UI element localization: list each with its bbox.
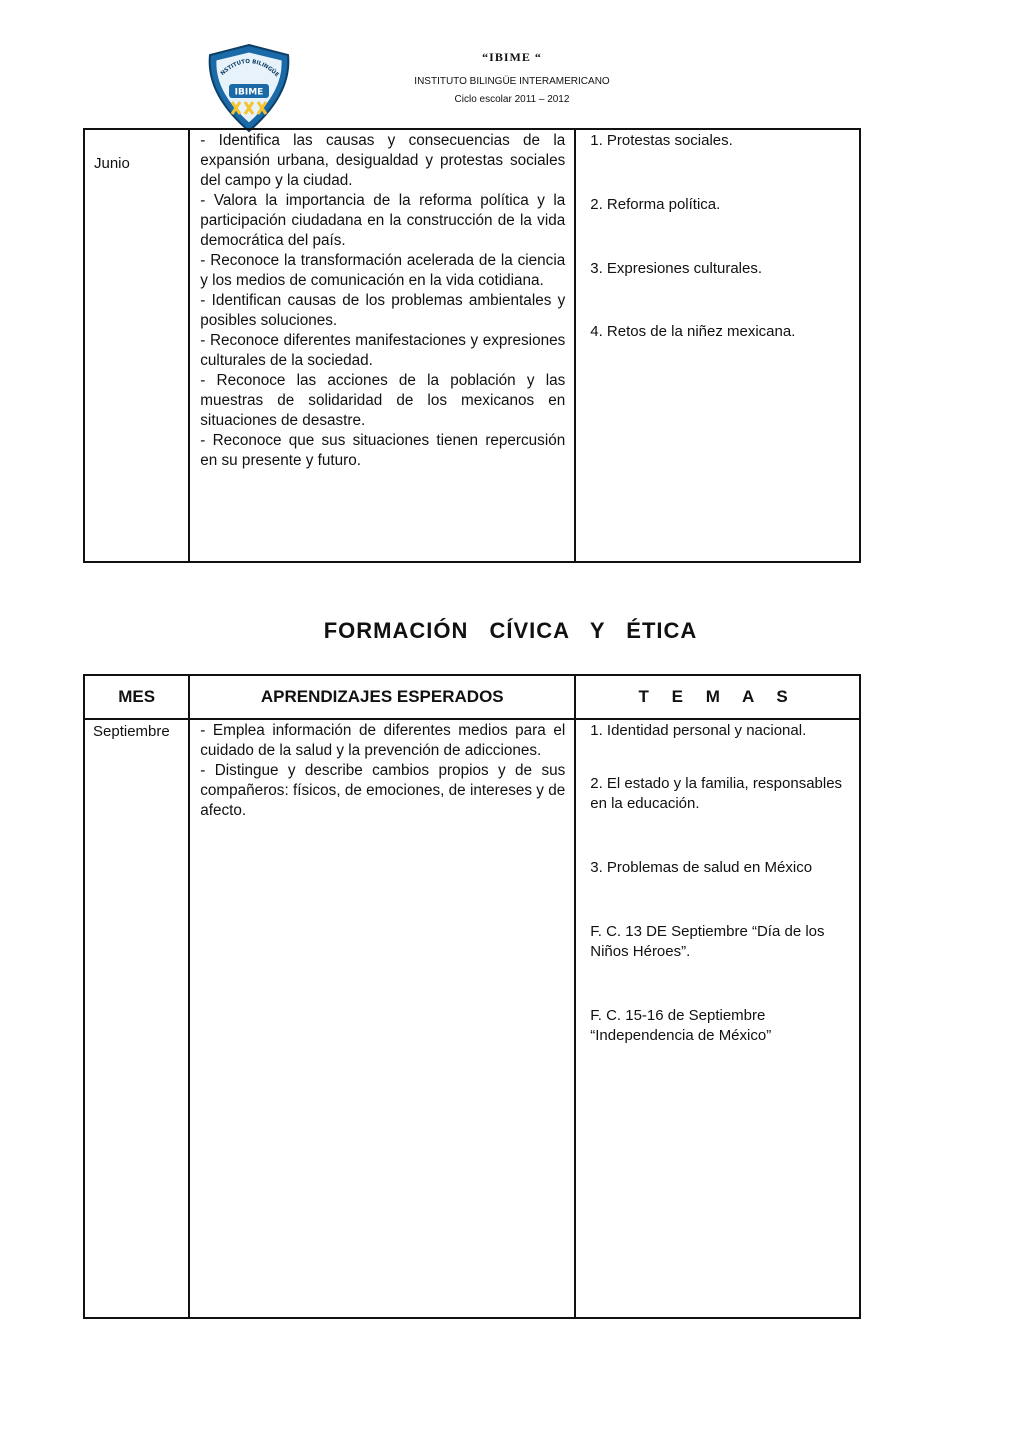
aprendizajes-cell bbox=[189, 129, 575, 562]
month-cell: Septiembre bbox=[84, 719, 189, 1318]
temas-cell bbox=[575, 719, 860, 1318]
school-cycle: Ciclo escolar 2011 – 2012 bbox=[454, 94, 570, 105]
svg-text:INSTITUTO BILINGÜE: NSTITUTO BILINGÜE bbox=[219, 58, 280, 79]
tema-item: 3. Expresiones culturales. bbox=[590, 260, 763, 277]
school-logo bbox=[202, 42, 296, 134]
tema-item: F. C. 13 DE Septiembre “Día de los Niños Héroes”. bbox=[590, 923, 825, 960]
aprendizaje-item: - Reconoce la transformación acelerada de la ciencia y los medios de comunicación en la vida cotidiana. bbox=[200, 252, 566, 289]
tema-item: 2. Reforma política. bbox=[590, 196, 721, 213]
tema-item: 3. Problemas de salud en México bbox=[590, 859, 813, 876]
month-cell: Junio bbox=[84, 129, 189, 562]
header-mes: MES bbox=[84, 675, 189, 719]
temas-cell bbox=[575, 129, 860, 562]
svg-text:IBIME: IBIME bbox=[234, 87, 264, 98]
table-row bbox=[84, 719, 860, 1318]
tema-item: F. C. 15-16 de Septiembre “Independencia de México” bbox=[590, 1007, 772, 1044]
aprendizaje-item: - Identifica las causas y consecuencias de la expansión urbana, desigualdad y protestas sociales del campo y la ciudad. bbox=[200, 132, 566, 189]
aprendizaje-item: - Identifican causas de los problemas ambientales y posibles soluciones. bbox=[200, 292, 566, 329]
aprendizaje-item: - Valora la importancia de la reforma política y la participación ciudadana en la construcción de la vida democrática del país. bbox=[200, 192, 566, 249]
school-full-name: INSTITUTO BILINGÜE INTERAMERICANO bbox=[414, 76, 610, 87]
table-historia-junio bbox=[83, 128, 861, 563]
aprendizaje-item: - Reconoce las acciones de la población y las muestras de solidaridad de los mexicanos en situaciones de desastre. bbox=[200, 372, 566, 429]
table-formacion-civica bbox=[83, 674, 861, 1319]
table-header-row bbox=[84, 675, 860, 719]
aprendizaje-item: - Reconoce que sus situaciones tienen repercusión en su presente y futuro. bbox=[200, 432, 566, 469]
aprendizaje-item: - Reconoce diferentes manifestaciones y expresiones culturales de la sociedad. bbox=[200, 332, 566, 369]
header-temas: T E M A S bbox=[575, 675, 860, 719]
school-short-name: “IBIME “ bbox=[482, 50, 542, 64]
aprendizaje-item: - Emplea información de diferentes medios para el cuidado de la salud y la prevención de adicciones. bbox=[200, 722, 566, 759]
tema-item: 4. Retos de la niñez mexicana. bbox=[590, 323, 796, 340]
aprendizaje-item: - Distingue y describe cambios propios y de sus compañeros: físicos, de emociones, de intereses y de afecto. bbox=[200, 762, 566, 819]
aprendizajes-cell bbox=[189, 719, 575, 1318]
section-title: FORMACIÓN CÍVICA Y ÉTICA bbox=[323, 618, 698, 643]
tema-item: 2. El estado y la familia, responsables en la educación. bbox=[590, 775, 843, 812]
table-row bbox=[84, 129, 860, 562]
header-aprendizajes: APRENDIZAJES ESPERADOS bbox=[189, 675, 575, 719]
tema-item: 1. Protestas sociales. bbox=[590, 132, 733, 149]
tema-item: 1. Identidad personal y nacional. bbox=[590, 722, 807, 739]
